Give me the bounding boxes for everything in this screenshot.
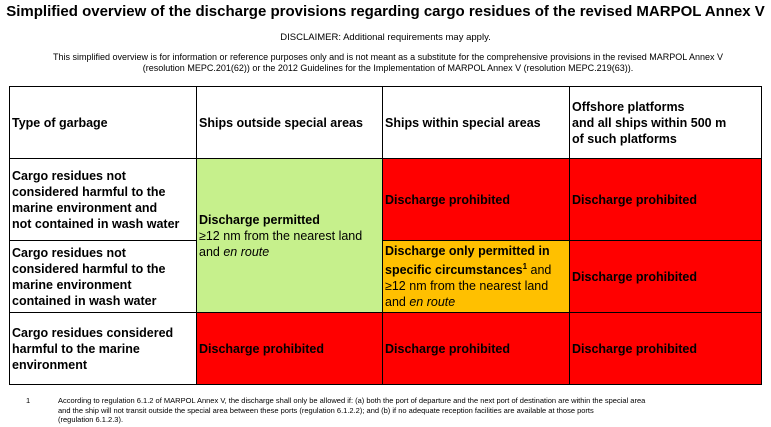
permitted-detail-italic: en route (223, 244, 270, 259)
table-header-row (10, 87, 762, 159)
permitted-detail: ≥12 nm from the nearest land (199, 228, 363, 243)
permitted-detail-text: and (199, 244, 224, 259)
permitted-detail (199, 244, 380, 260)
footnote-line: According to regulation 6.1.2 of MARPOL Annex V, the discharge shall only be allowed if: (a) both the port of departure and the next port of destination are within the special area (58, 396, 646, 405)
header-type-of-garbage: Type of garbage (10, 87, 197, 159)
conditional-bold: specific circumstances (385, 263, 523, 278)
header-offshore-line: and all ships within 500 m (572, 115, 727, 130)
type-line: harmful to the marine (12, 341, 140, 356)
row-1-type (10, 159, 197, 241)
conditional-line: Discharge only permitted in (385, 243, 550, 258)
page-title: Simplified overview of the discharge provisions regarding cargo residues of the revised MARPOL Annex V (6, 3, 765, 20)
type-line: Cargo residues not (12, 168, 126, 183)
disclaimer: DISCLAIMER: Additional requirements may apply. (280, 32, 491, 43)
intro-note-line: This simplified overview is for information or reference purposes only and is not meant as a substitute for the comprehensive provisions in the revised MARPOL Annex V (53, 52, 723, 62)
row-2-offshore-cell: Discharge prohibited (570, 241, 762, 313)
footnote-line: (regulation 6.1.2.3). (58, 415, 124, 424)
outside-permitted-cell (197, 159, 383, 313)
permitted-heading: Discharge permitted (199, 212, 320, 227)
type-line: considered harmful to the (12, 261, 166, 276)
table-row (10, 313, 762, 385)
row-2-type (10, 241, 197, 313)
type-line: contained in wash water (12, 293, 157, 308)
row-1-within-cell: Discharge prohibited (383, 159, 570, 241)
header-offshore-platforms (570, 87, 762, 159)
footnote-line: and the ship will not transit outside the special area between these ports (regulation 6.1.2.2); and (b) if no adequate reception facilities are available at those ports (58, 405, 594, 415)
type-line: Cargo residues not (12, 245, 126, 260)
header-offshore-line: Offshore platforms (572, 99, 685, 114)
intro-note (18, 52, 758, 74)
table-row (10, 159, 762, 241)
row-1-offshore-cell: Discharge prohibited (570, 159, 762, 241)
type-line: Cargo residues considered (12, 325, 174, 340)
table-row (10, 241, 762, 313)
footnote-marker: 1 (522, 261, 528, 271)
conditional-line (385, 294, 567, 310)
header-offshore-line: of such platforms (572, 131, 677, 146)
header-within-special-areas: Ships within special areas (383, 87, 570, 159)
intro-note-line: (resolution MEPC.201(62)) or the 2012 Guidelines for the Implementation of MARPOL Annex V (resolution MEPC.219(63)). (142, 63, 634, 73)
type-line: marine environment (12, 277, 132, 292)
conditional-line (385, 259, 567, 278)
conditional-text: and (527, 263, 552, 278)
type-line: not contained in wash water (12, 216, 180, 231)
type-line: environment (12, 357, 88, 372)
discharge-provisions-table (9, 86, 762, 385)
conditional-italic: en route (409, 295, 456, 310)
footnote-text (58, 396, 761, 425)
row-2-within-cell (383, 241, 570, 313)
type-line: considered harmful to the (12, 184, 166, 199)
conditional-line: ≥12 nm from the nearest land (385, 279, 549, 294)
row-3-outside-cell: Discharge prohibited (197, 313, 383, 385)
row-3-type (10, 313, 197, 385)
footnote-number: 1 (26, 396, 31, 405)
row-3-offshore-cell: Discharge prohibited (570, 313, 762, 385)
type-line: marine environment and (12, 200, 158, 215)
header-outside-special-areas: Ships outside special areas (197, 87, 383, 159)
row-3-within-cell: Discharge prohibited (383, 313, 570, 385)
conditional-text: and (385, 295, 410, 310)
